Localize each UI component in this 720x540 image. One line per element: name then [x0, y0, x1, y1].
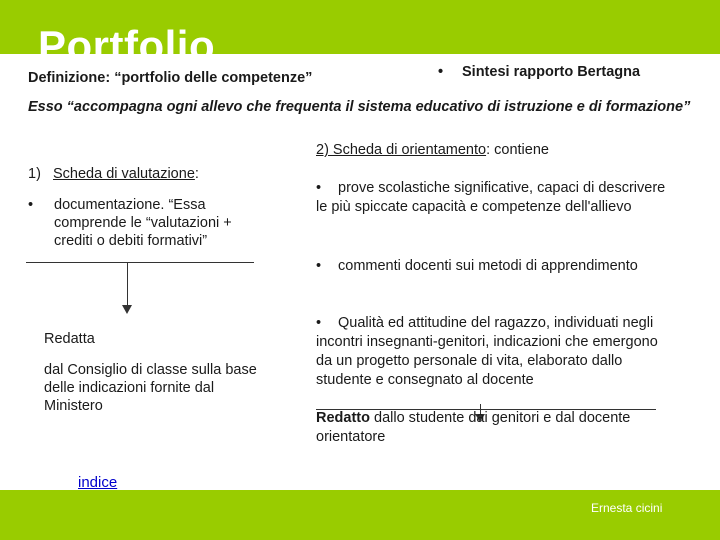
redatto-statement: [316, 409, 676, 447]
bullet-icon: •: [316, 258, 322, 274]
author-credit: Ernesta cicini: [591, 501, 663, 515]
bullet-icon: •: [28, 197, 34, 213]
scheda-orientamento-title: [316, 142, 549, 158]
redatta-label: Redatta: [44, 331, 95, 347]
scheda-valutazione-title: [28, 166, 199, 182]
orientamento-item: [316, 179, 676, 217]
divider-left: [26, 262, 254, 263]
scheda-orientamento-name: 2) Scheda di orientamento: [316, 142, 487, 158]
orientamento-item-text: Qualità ed attitudine del ragazzo, individuati negli incontri insegnanti-genitori, indicazioni che emergono da un progetto personale di vita, elaborato dallo studente e consegnato al docente: [316, 315, 658, 388]
indice-link[interactable]: indice: [78, 474, 118, 491]
sintesi-text: Sintesi rapporto Bertagna: [462, 64, 641, 80]
orientamento-item: [316, 314, 676, 390]
redatta-text: dal Consiglio di classe sulla base delle indicazioni fornite dal Ministero: [44, 362, 257, 414]
bottom-banner: [0, 490, 720, 540]
orientamento-item-text: prove scolastiche significative, capaci di descrivere le più spiccate capacità e competenze dell'allievo: [316, 180, 666, 215]
arrow-down-icon: [127, 263, 128, 311]
redatto-label: Redatto: [316, 410, 370, 426]
bullet-icon: •: [316, 315, 322, 331]
definizione-heading: Definizione: “portfolio delle competenze”: [28, 70, 313, 86]
sintesi-heading: [438, 64, 640, 80]
bullet-icon: •: [316, 180, 322, 196]
scheda-valutazione-body: [28, 196, 268, 250]
scheda-valutazione-number: 1): [28, 166, 41, 182]
orientamento-item: [316, 257, 676, 276]
scheda-valutazione-name: Scheda di valutazione: [53, 166, 195, 182]
scheda-valutazione-text: documentazione. “Essa comprende le “valutazioni + crediti o debiti formativi”: [54, 197, 232, 249]
bullet-icon: •: [438, 64, 444, 80]
scheda-valutazione-suffix: :: [194, 166, 199, 182]
page-title: Portfolio: [38, 22, 216, 69]
arrow-head-icon: [122, 305, 132, 314]
orientamento-item-text: commenti docenti sui metodi di apprendimento: [338, 258, 638, 274]
esso-statement: Esso “accompagna ogni allevo che frequenta il sistema educativo di istruzione e di formazione”: [28, 99, 691, 115]
scheda-orientamento-suffix: : contiene: [486, 142, 549, 158]
redatto-text: dallo studente dai genitori e dal docente orientatore: [316, 410, 631, 445]
